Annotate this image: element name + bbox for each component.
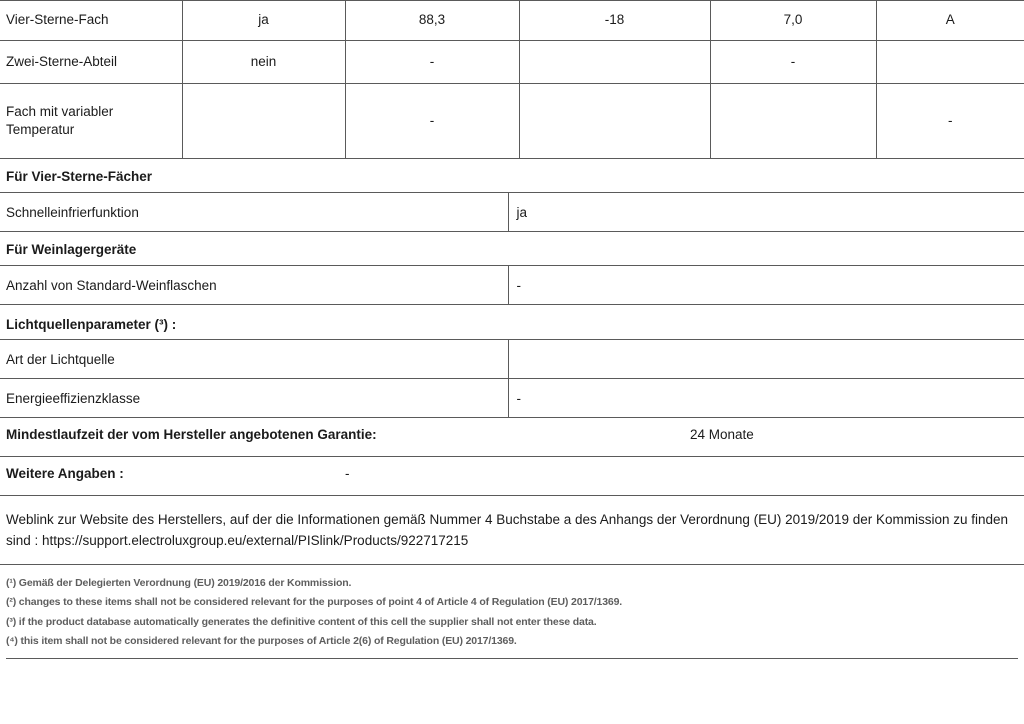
manufacturer-weblink-text: Weblink zur Website des Herstellers, auf der die Informationen gemäß Nummer 4 Buchstabe a des Anhangs der Verordnung (EU) 2019/2019 der Kommission zu finden sind : https://support.electroluxgroup.eu/external/PISlink/Products/922717215 bbox=[0, 496, 1024, 565]
footnote-1: (¹) Gemäß der Delegierten Verordnung (EU) 2019/2016 der Kommission. bbox=[6, 576, 352, 589]
light-energy-class-label: Energieeffizienzklasse bbox=[0, 379, 508, 418]
footnotes-divider bbox=[6, 658, 1018, 659]
warranty-row bbox=[0, 418, 1024, 457]
section-heading-light-source: Lichtquellenparameter (³) : bbox=[6, 317, 177, 332]
other-info-label: Weitere Angaben : bbox=[6, 466, 124, 481]
fast-freeze-label: Schnelleinfrierfunktion bbox=[0, 193, 508, 232]
warranty-label: Mindestlaufzeit der vom Hersteller angebotenen Garantie: bbox=[6, 427, 377, 442]
section-heading-wine: Für Weinlagergeräte bbox=[6, 242, 137, 257]
row-cell-3: -18 bbox=[519, 1, 710, 41]
row-cell-5: - bbox=[876, 84, 1024, 159]
table-row bbox=[0, 84, 1024, 159]
row-cell-4: 7,0 bbox=[710, 1, 876, 41]
row-label: Vier-Sterne-Fach bbox=[0, 1, 182, 41]
footnote-3: (³) if the product database automatically generates the definitive content of this cell the supplier shall not enter these data. bbox=[6, 615, 597, 628]
footnote-2: (²) changes to these items shall not be considered relevant for the purposes of point 4 of Article 4 of Regulation (EU) 2017/1369. bbox=[6, 596, 623, 609]
warranty-value: 24 Monate bbox=[690, 427, 754, 442]
row-cell-3 bbox=[519, 84, 710, 159]
wine-table bbox=[0, 265, 1024, 305]
section-heading-four-star: Für Vier-Sterne-Fächer bbox=[6, 169, 153, 184]
light-type-value bbox=[508, 340, 1024, 379]
row-cell-1: nein bbox=[182, 41, 345, 84]
row-cell-1 bbox=[182, 84, 345, 159]
row-cell-4 bbox=[710, 84, 876, 159]
light-type-label: Art der Lichtquelle bbox=[0, 340, 508, 379]
row-cell-5 bbox=[876, 41, 1024, 84]
row-cell-2: 88,3 bbox=[345, 1, 519, 41]
table-row bbox=[0, 1, 1024, 41]
light-source-table bbox=[0, 339, 1024, 418]
four-star-table bbox=[0, 192, 1024, 232]
row-cell-3 bbox=[519, 41, 710, 84]
other-info-row bbox=[0, 457, 1024, 496]
other-info-value: - bbox=[345, 466, 350, 481]
footnotes bbox=[0, 565, 1024, 659]
row-label: Fach mit variabler Temperatur bbox=[0, 84, 182, 159]
footnote-4: (⁴) this item shall not be considered relevant for the purposes of Article 2(6) of Regulation (EU) 2017/1369. bbox=[6, 635, 517, 648]
table-row bbox=[0, 41, 1024, 84]
row-label: Zwei-Sterne-Abteil bbox=[0, 41, 182, 84]
wine-bottles-label: Anzahl von Standard-Weinflaschen bbox=[0, 266, 508, 305]
row-cell-2: - bbox=[345, 41, 519, 84]
light-energy-class-value: - bbox=[508, 379, 1024, 418]
fast-freeze-value: ja bbox=[508, 193, 1024, 232]
table-row bbox=[0, 266, 1024, 305]
row-cell-4: - bbox=[710, 41, 876, 84]
table-row bbox=[0, 340, 1024, 379]
wine-bottles-value: - bbox=[508, 266, 1024, 305]
row-cell-5: A bbox=[876, 1, 1024, 41]
compartment-data-table bbox=[0, 0, 1024, 159]
table-row bbox=[0, 193, 1024, 232]
table-row bbox=[0, 379, 1024, 418]
row-cell-2: - bbox=[345, 84, 519, 159]
row-cell-1: ja bbox=[182, 1, 345, 41]
